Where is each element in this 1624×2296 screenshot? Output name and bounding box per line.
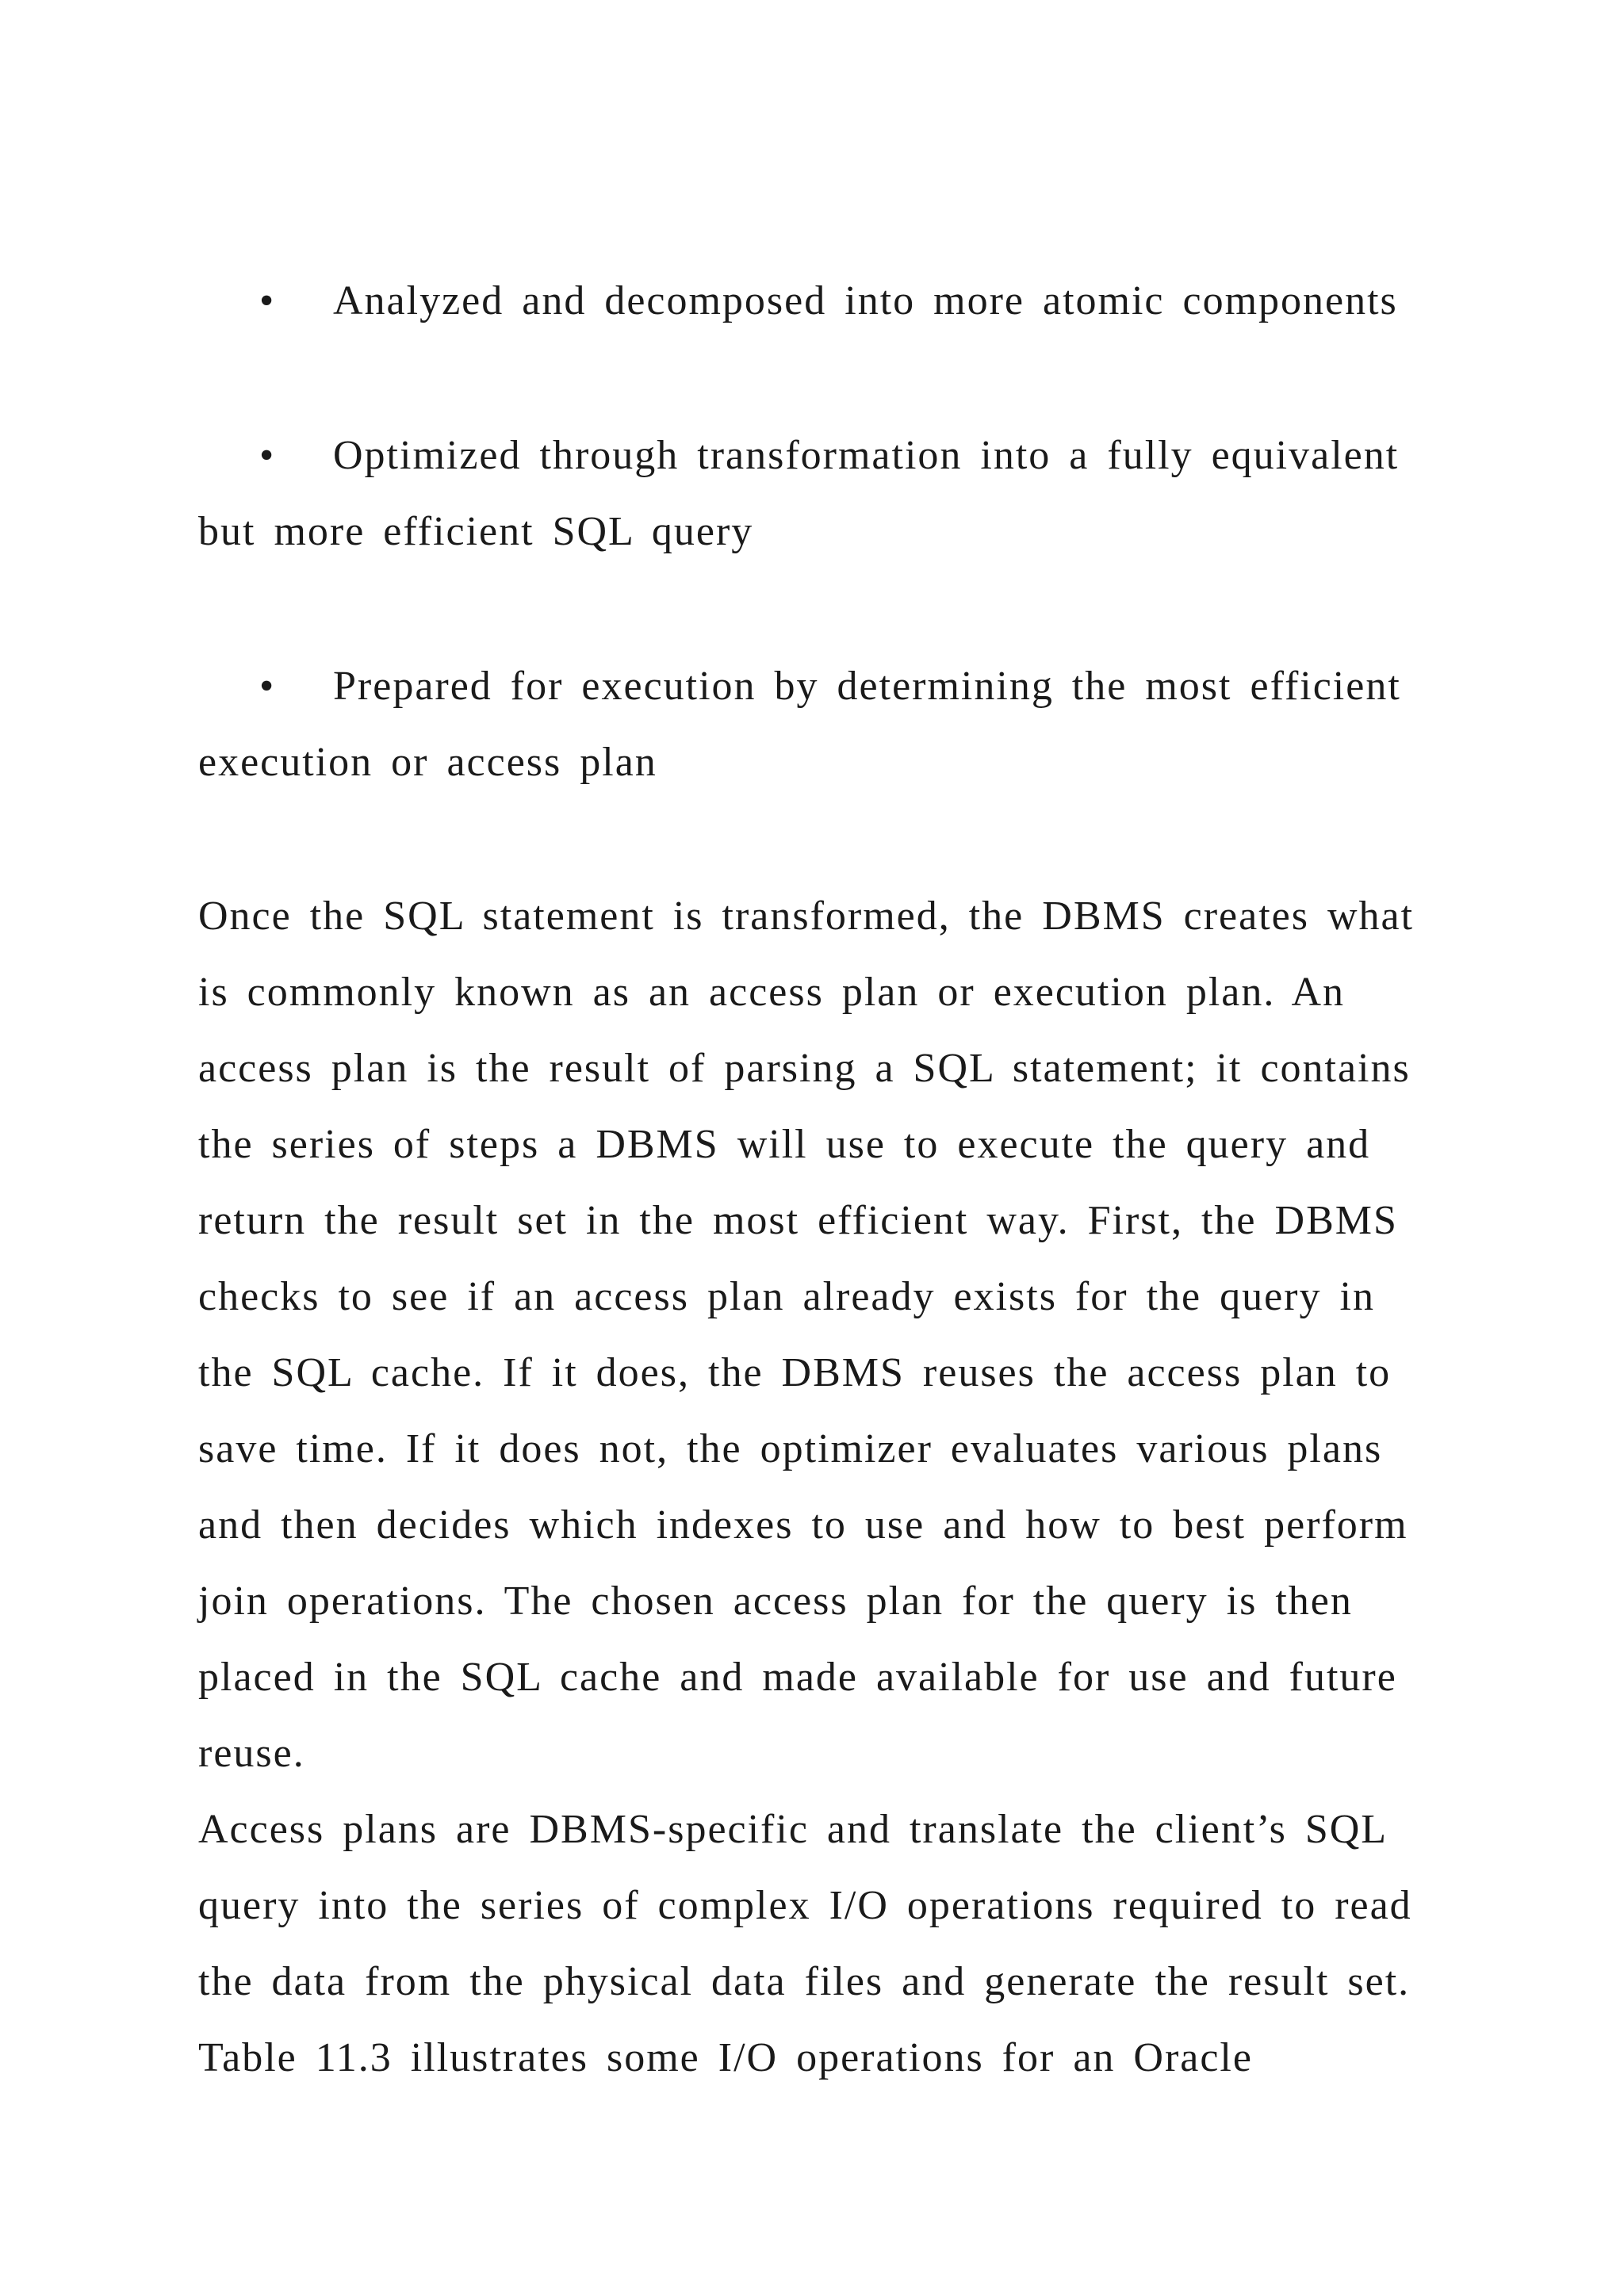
paragraph-line: access plan is the result of parsing a SQL statement; it contains bbox=[198, 1046, 1411, 1091]
paragraph-line: the series of steps a DBMS will use to execute the query and bbox=[198, 1122, 1371, 1167]
paragraph-line: return the result set in the most efficient way. First, the DBMS bbox=[198, 1198, 1398, 1243]
paragraph-line: and then decides which indexes to use and how to best perform bbox=[198, 1502, 1408, 1548]
bullet-item-2 bbox=[198, 418, 1435, 570]
paragraph-line: save time. If it does not, the optimizer evaluates various plans bbox=[198, 1426, 1383, 1471]
paragraph-line: checks to see if an access plan already exists for the query in bbox=[198, 1274, 1375, 1319]
bullet-3-line-2: execution or access plan bbox=[198, 740, 657, 785]
paragraph-line: Access plans are DBMS-specific and translate the client’s SQL bbox=[198, 1807, 1388, 1852]
paragraph-access-plan bbox=[198, 878, 1435, 1792]
bullet-item-1 bbox=[333, 263, 1459, 339]
bullet-2-line-2: but more efficient SQL query bbox=[198, 509, 754, 554]
paragraph-line: join operations. The chosen access plan for the query is then bbox=[198, 1578, 1353, 1624]
paragraph-line: the SQL cache. If it does, the DBMS reuses the access plan to bbox=[198, 1350, 1392, 1395]
bullet-mark: • bbox=[259, 278, 274, 323]
paragraph-line: placed in the SQL cache and made available for use and future bbox=[198, 1655, 1397, 1700]
paragraph-line: is commonly known as an access plan or execution plan. An bbox=[198, 970, 1346, 1015]
paragraph-line: reuse. bbox=[198, 1731, 305, 1776]
bullet-3-line-1: Prepared for execution by determining the most efficient bbox=[333, 664, 1401, 709]
bullet-item-3 bbox=[198, 649, 1435, 801]
bullet-mark: • bbox=[259, 433, 274, 478]
paragraph-line: query into the series of complex I/O operations required to read bbox=[198, 1883, 1412, 1928]
bullet-mark: • bbox=[259, 664, 274, 709]
paragraph-line: Table 11.3 illustrates some I/O operations for an Oracle bbox=[198, 2035, 1253, 2080]
bullet-1-line-1: Analyzed and decomposed into more atomic components bbox=[333, 278, 1398, 323]
paragraph-access-plans-dbms bbox=[198, 1792, 1435, 2096]
paragraph-line: Once the SQL statement is transformed, the DBMS creates what bbox=[198, 894, 1415, 939]
paragraph-line: the data from the physical data files and generate the result set. bbox=[198, 1959, 1411, 2004]
bullet-2-line-1: Optimized through transformation into a fully equivalent bbox=[333, 433, 1400, 478]
